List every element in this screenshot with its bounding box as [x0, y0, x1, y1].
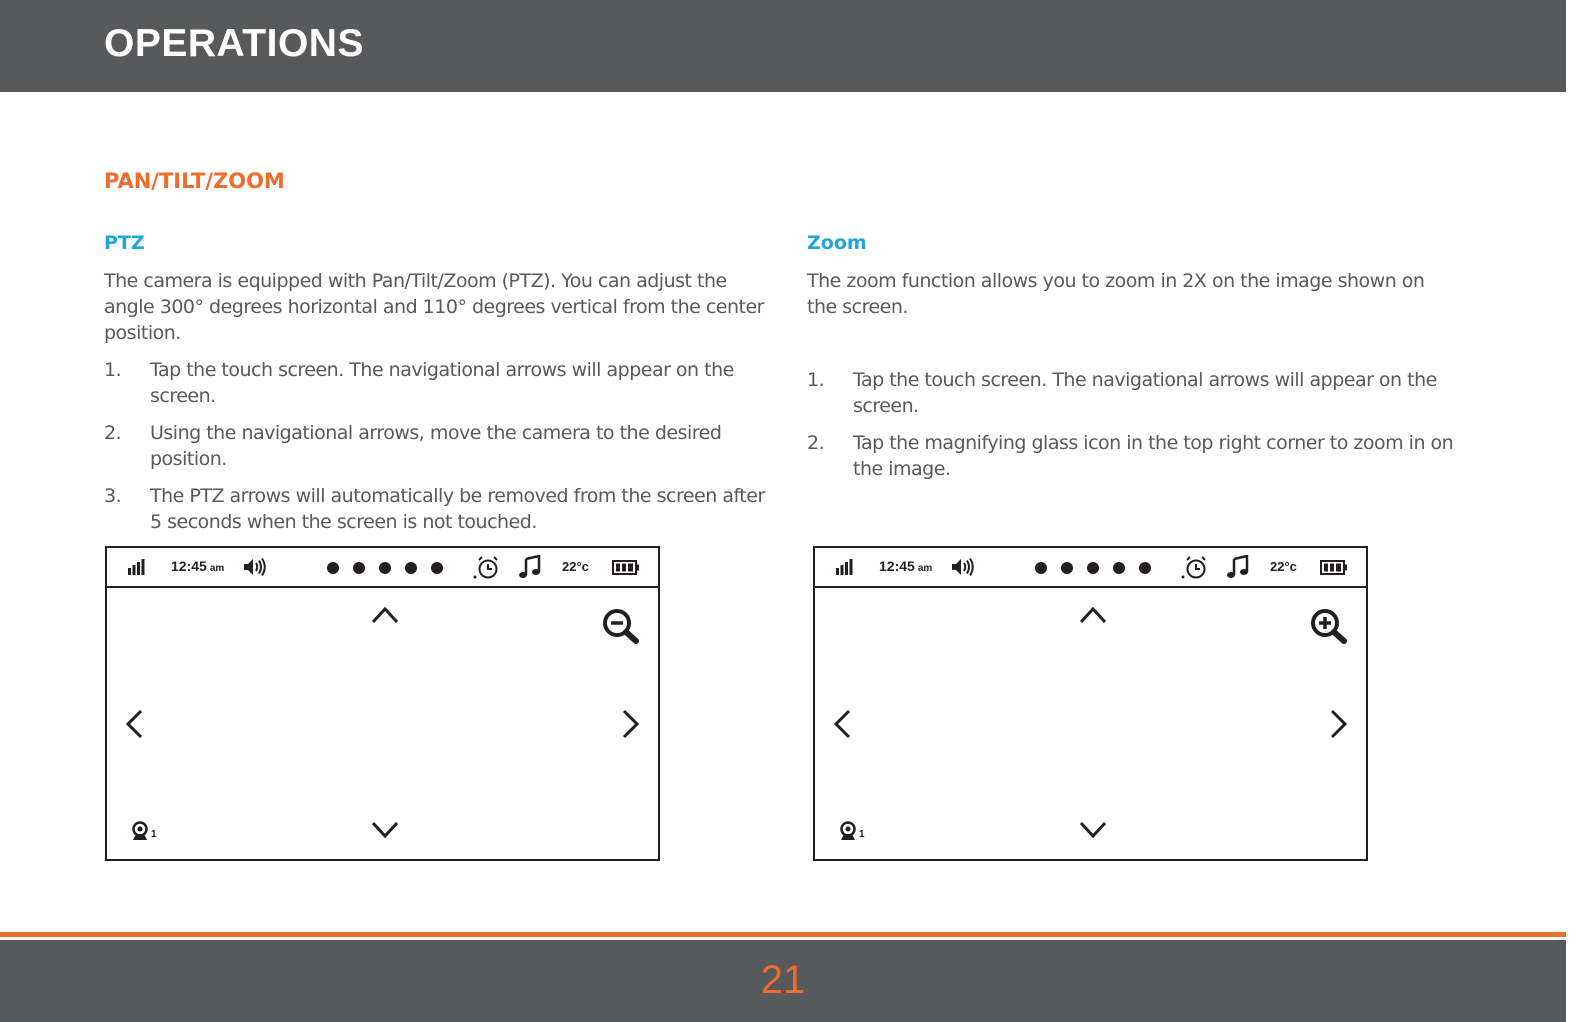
arrow-right-icon[interactable] — [1330, 709, 1348, 739]
camera-icon — [839, 821, 857, 841]
ptz-intro: The camera is equipped with Pan/Tilt/Zoom (PTZ). You can adjust the angle 300° degrees horizontal and 110° degrees vertical from the center position. — [104, 270, 764, 344]
camera-indicator — [839, 821, 869, 843]
arrow-down-icon[interactable] — [1079, 821, 1107, 839]
speaker-icon — [242, 557, 268, 577]
status-bar — [815, 548, 1366, 588]
camera-number: 1 — [859, 829, 865, 840]
signal-icon — [835, 558, 853, 576]
list-item — [104, 357, 769, 409]
header-title: OPERATIONS — [104, 22, 364, 65]
zoom-intro: The zoom function allows you to zoom in 2X on the image shown on the screen. — [807, 270, 1425, 318]
ptz-title: PTZ — [104, 232, 145, 254]
music-note-icon — [1226, 555, 1250, 579]
alarm-clock-icon — [1181, 555, 1209, 581]
step-number: 1. — [104, 359, 122, 381]
alarm-clock-icon — [473, 555, 501, 581]
camera-icon — [131, 821, 149, 841]
page-number: 21 — [760, 958, 806, 1002]
zoom-in-icon[interactable] — [1310, 608, 1348, 644]
ptz-screen-illustration — [105, 546, 660, 861]
step-number: 2. — [807, 432, 825, 454]
step-number: 3. — [104, 485, 122, 507]
arrow-down-icon[interactable] — [371, 821, 399, 839]
step-text: The PTZ arrows will automatically be removed from the screen after 5 seconds when the screen is not touched. — [150, 485, 765, 533]
battery-icon — [1320, 560, 1348, 575]
list-item — [104, 483, 769, 535]
arrow-right-icon[interactable] — [622, 709, 640, 739]
section-title: PAN/TILT/ZOOM — [104, 169, 285, 193]
arrow-left-icon[interactable] — [125, 709, 143, 739]
zoom-title: Zoom — [807, 232, 867, 254]
arrow-left-icon[interactable] — [833, 709, 851, 739]
list-item — [807, 367, 1457, 419]
footer-divider — [0, 932, 1566, 937]
temperature-readout: 22°c — [1270, 559, 1297, 574]
temperature-readout: 22°c — [562, 559, 589, 574]
page-header — [0, 0, 1566, 92]
status-time: 12:45 am — [879, 558, 933, 574]
light-level-dots-icon — [1033, 560, 1153, 576]
step-text: Tap the touch screen. The navigational arrows will appear on the screen. — [853, 369, 1437, 417]
step-number: 1. — [807, 369, 825, 391]
step-text: Tap the touch screen. The navigational arrows will appear on the screen. — [150, 359, 734, 407]
page-footer — [0, 940, 1566, 1022]
step-text: Tap the magnifying glass icon in the top right corner to zoom in on the image. — [853, 432, 1454, 480]
arrow-up-icon[interactable] — [1079, 606, 1107, 624]
zoom-screen-illustration — [813, 546, 1368, 861]
step-text: Using the navigational arrows, move the camera to the desired position. — [150, 422, 722, 470]
list-item — [807, 430, 1457, 482]
status-bar — [107, 548, 658, 588]
speaker-icon — [950, 557, 976, 577]
battery-icon — [612, 560, 640, 575]
step-number: 2. — [104, 422, 122, 444]
camera-indicator — [131, 821, 161, 843]
ptz-column — [104, 230, 769, 546]
list-item — [104, 420, 769, 472]
zoom-column — [807, 230, 1457, 493]
signal-icon — [127, 558, 145, 576]
music-note-icon — [518, 555, 542, 579]
zoom-out-icon[interactable] — [602, 608, 640, 644]
ptz-steps — [104, 357, 769, 535]
arrow-up-icon[interactable] — [371, 606, 399, 624]
light-level-dots-icon — [325, 560, 445, 576]
camera-number: 1 — [151, 829, 157, 840]
zoom-steps — [807, 367, 1457, 482]
status-time: 12:45 am — [171, 558, 225, 574]
